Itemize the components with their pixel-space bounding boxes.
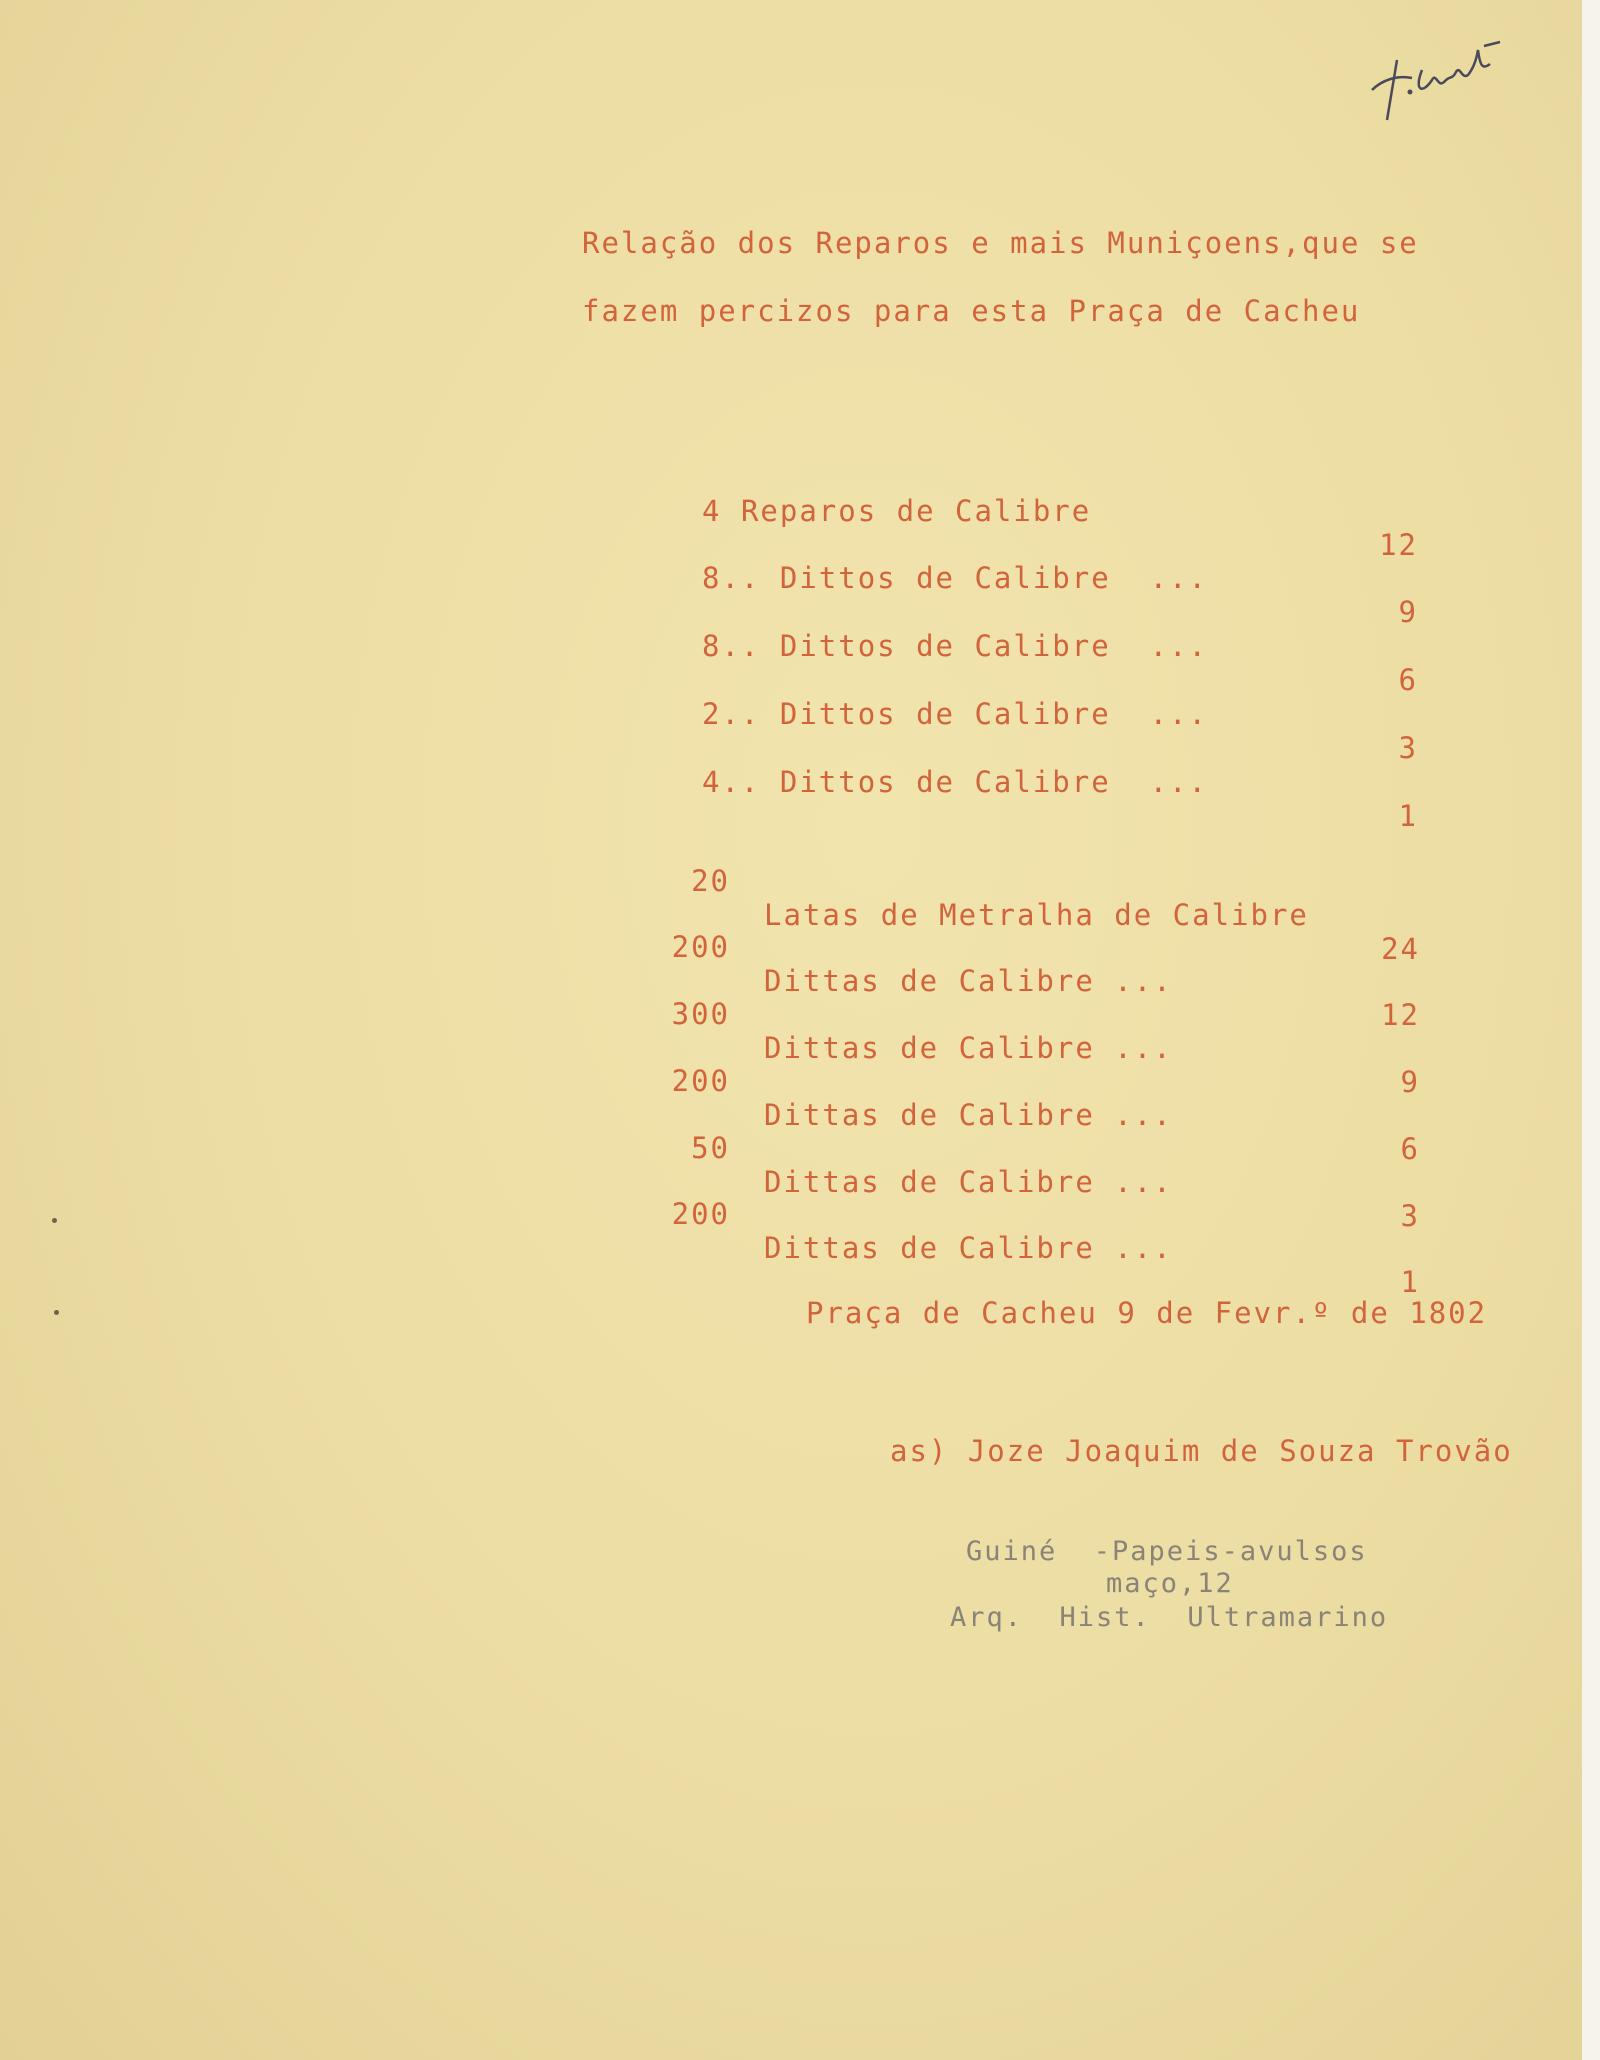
item-qty: 200 (671, 930, 730, 964)
item-dots: ... (1114, 964, 1173, 998)
item-calibre: 3 (1400, 1199, 1420, 1233)
item-qty: 200 (671, 1197, 730, 1231)
item-desc: Dittas de Calibre (764, 1031, 1095, 1065)
item-qty: 8.. (702, 561, 761, 595)
archive-line-2: maço,12 (1106, 1568, 1234, 1599)
item-calibre: 12 (1379, 528, 1418, 562)
item-qty: 300 (671, 997, 730, 1031)
item-desc: Dittas de Calibre (764, 1165, 1095, 1199)
item-desc: Reparos de Calibre (740, 494, 1092, 528)
item-calibre: 9 (1398, 595, 1418, 629)
item-desc: Dittos de Calibre (779, 765, 1111, 799)
paper-speck (52, 1218, 57, 1223)
item-qty: 200 (671, 1064, 730, 1098)
item-desc: Dittos de Calibre (779, 697, 1111, 731)
item-calibre: 1 (1400, 1265, 1420, 1299)
item-calibre: 6 (1400, 1132, 1420, 1166)
item-calibre: 6 (1398, 663, 1418, 697)
item-dots: ... (1114, 1031, 1173, 1065)
paper-speck (54, 1310, 59, 1315)
item-qty: 50 (691, 1131, 730, 1165)
item-qty: 4.. (702, 765, 761, 799)
item-dots: ... (1149, 561, 1208, 595)
signature-line: as) Joze Joaquim de Souza Trovão (890, 1434, 1513, 1468)
item-qty: 2.. (702, 697, 761, 731)
archive-line-3: Arq. Hist. Ultramarino (950, 1602, 1389, 1633)
item-calibre: 9 (1400, 1065, 1420, 1099)
item-desc: Dittas de Calibre (764, 964, 1095, 998)
item-qty: 8.. (702, 629, 761, 663)
item-desc: Dittos de Calibre (779, 629, 1111, 663)
item-calibre: 24 (1381, 932, 1420, 966)
item-calibre: 3 (1398, 731, 1418, 765)
item-qty: 4 (702, 494, 722, 528)
title-line-2: fazem percizos para esta Praça de Cacheu (582, 294, 1361, 328)
item-dots: ... (1149, 765, 1208, 799)
item-dots: ... (1114, 1098, 1173, 1132)
item-dots: ... (1114, 1231, 1173, 1265)
item-desc: Dittos de Calibre (779, 561, 1111, 595)
archive-line-1: Guiné -Papeis-avulsos (966, 1536, 1368, 1567)
item-calibre: 12 (1381, 998, 1420, 1032)
item-desc: Latas de Metralha de Calibre (764, 898, 1309, 932)
item-desc: Dittas de Calibre (764, 1098, 1095, 1132)
item-calibre: 1 (1398, 799, 1418, 833)
item-dots: ... (1149, 629, 1208, 663)
item-qty: 20 (691, 864, 730, 898)
item-dots: ... (1149, 697, 1208, 731)
item-desc: Dittas de Calibre (764, 1231, 1095, 1265)
item-dots: ... (1114, 1165, 1173, 1199)
page-edge (1582, 0, 1600, 2060)
handwritten-signature-mark (1352, 20, 1532, 130)
date-line: Praça de Cacheu 9 de Fevr.º de 1802 (806, 1296, 1488, 1330)
title-line-1: Relação dos Reparos e mais Muniçoens,que se (582, 226, 1419, 260)
